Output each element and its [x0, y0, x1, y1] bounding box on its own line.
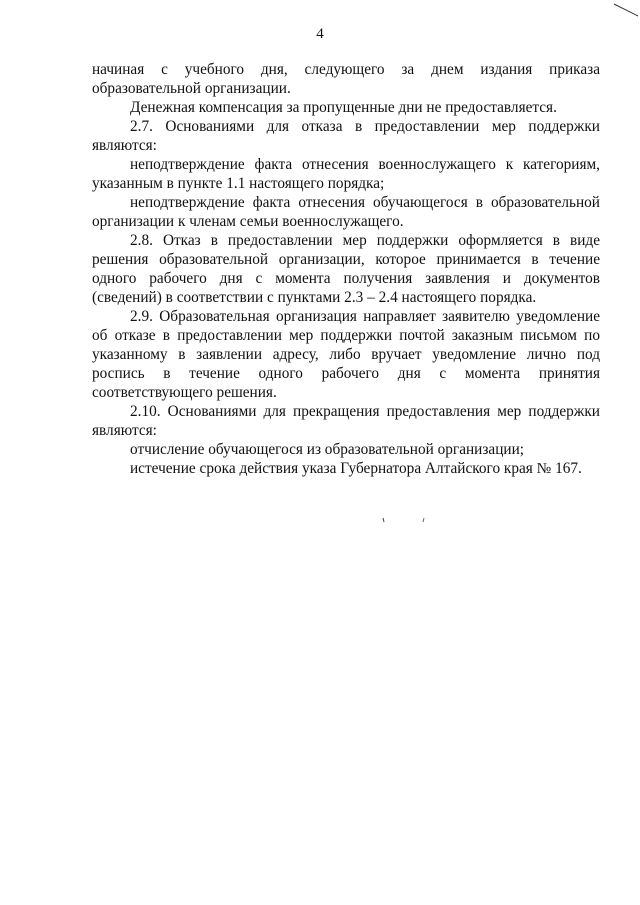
- scan-specks: [380, 510, 440, 530]
- paragraph-2-10: 2.10. Основаниями для прекращения предоставления мер поддержки являются:: [92, 403, 600, 439]
- paragraph-2-10-item-1: отчисление обучающегося из образовательной организации;: [130, 441, 524, 458]
- paragraph-2-10-item-2: истечение срока действия указа Губернатора Алтайского края № 167.: [130, 460, 582, 477]
- paragraph-no-compensation: Денежная компенсация за пропущенные дни не предоставляется.: [130, 99, 557, 116]
- paragraph-continuation: начиная с учебного дня, следующего за днем издания приказа образовательной организации.: [92, 61, 600, 97]
- document-body: [92, 60, 600, 478]
- paragraph-2-8: 2.8. Отказ в предоставлении мер поддержки оформляется в виде решения образовательной организации, которое принимается в течение одного рабочего дня с момента получения заявления и документов (сведений) в соответствии с пунктами 2.3 – 2.4 настоящего порядка.: [92, 232, 600, 306]
- paragraph-2-9: 2.9. Образовательная организация направляет заявителю уведомление об отказе в предоставлении мер поддержки почтой заказным письмом по указанному в заявлении адресу, либо вручает уведомление лично под роспись в течение одного рабочего дня с момента принятия соответствующего решения.: [92, 308, 600, 401]
- paragraph-2-7-item-1: неподтверждение факта отнесения военнослужащего к категориям, указанным в пункте 1.1 настоящего порядка;: [92, 156, 600, 192]
- paragraph-2-7: 2.7. Основаниями для отказа в предоставлении мер поддержки являются:: [92, 118, 600, 154]
- page-number: 4: [316, 26, 324, 42]
- paragraph-2-7-item-2: неподтверждение факта отнесения обучающегося в образовательной организации к членам семьи военнослужащего.: [92, 194, 600, 230]
